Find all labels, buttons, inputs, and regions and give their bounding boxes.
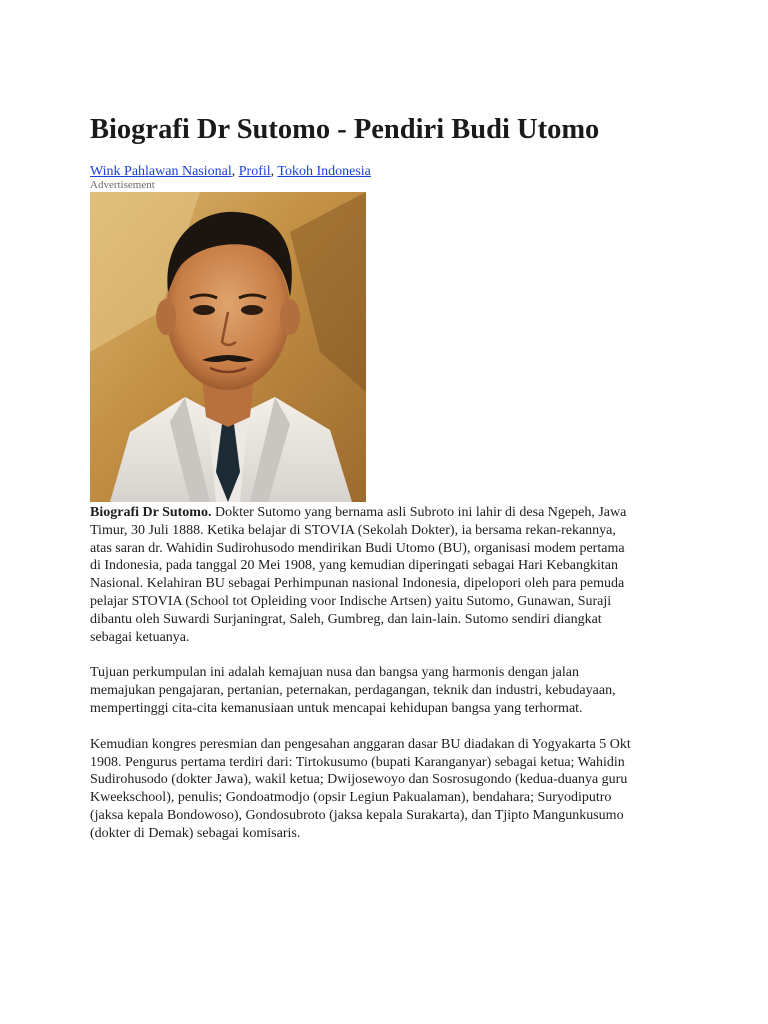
text-line: Timur, 30 Juli 1888. Ketika belajar di STOVIA (Sekolah Dokter), ia bersama rekan-rekannya,: [90, 522, 616, 538]
text-line: memajukan pengajaran, pertanian, peternakan, perdagangan, teknik dan industri, kebudayaan,: [90, 683, 616, 699]
page-title: Biografi Dr Sutomo - Pendiri Budi Utomo: [90, 114, 600, 145]
text-line: pelajar STOVIA (School tot Opleiding voor Indische Artsen) yaitu Sutomo, Gunawan, Suraji: [90, 593, 612, 609]
text-line: atas saran dr. Wahidin Sudirohusodo mendirikan Budi Utomo (BU), organisasi modem pertama: [90, 540, 625, 556]
text-line: Sudirohusodo (dokter Jawa), wakil ketua; Dwijosewoyo dan Sosrosugondo (kedua-duanya guru: [90, 772, 628, 788]
article: [90, 108, 680, 843]
paragraph-intro: [90, 504, 680, 646]
label-link-profil[interactable]: Profil: [238, 164, 271, 179]
text-line: dibantu oleh Suwardi Surjaningrat, Saleh, Gumbreg, dan lain-lain. Sutomo sendiri diangkat: [90, 611, 602, 627]
text-line: Tujuan perkumpulan ini adalah kemajuan nusa dan bangsa yang harmonis dengan jalan: [90, 665, 579, 681]
text-line: (jaksa kepala Bondowoso), Gondosubroto (jaksa kepala Surakarta), dan Tjipto Mangunkusumo: [90, 807, 624, 823]
text-line: Dokter Sutomo yang bernama asli Subroto ini lahir di desa Ngepeh, Jawa: [211, 505, 627, 520]
paragraph-goals: [90, 664, 680, 717]
advertisement-label: Advertisement: [90, 179, 155, 191]
text-line: Kweekschool), penulis; Gondoatmodjo (opsir Legiun Pakualaman), bendahara; Suryodiputro: [90, 790, 612, 806]
text-line: Nasional. Kelahiran BU sebagai Perhimpunan nasional Indonesia, dipelopori oleh para pemuda: [90, 576, 625, 592]
text-line: sebagai ketuanya.: [90, 629, 190, 645]
text-line: Kemudian kongres peresmian dan pengesahan anggaran dasar BU diadakan di Yogyakarta 5 Okt: [90, 736, 631, 752]
paragraph-congress: [90, 736, 680, 843]
label-separator: ,: [270, 164, 275, 179]
text-line: (dokter di Demak) sebagai komisaris.: [90, 825, 301, 841]
label-separator: ,: [231, 164, 236, 179]
text-line: 1908. Pengurus pertama terdiri dari: Tirtokusumo (bupati Karanganyar) sebagai ketua; Wahidin: [90, 754, 625, 770]
text-line: mempertinggi cita-cita kemanusiaan untuk mencapai kehidupan bangsa yang terhormat.: [90, 700, 583, 716]
text-line: di Indonesia, pada tanggal 20 Mei 1908, yang kemudian diperingati sebagai Hari Kebangkitan: [90, 558, 618, 574]
paragraph-lead: Biografi Dr Sutomo.: [90, 505, 212, 520]
portrait-image: [90, 192, 366, 502]
label-link-tokoh[interactable]: Tokoh Indonesia: [277, 164, 371, 179]
label-link-pahlawan[interactable]: Wink Pahlawan Nasional: [90, 164, 232, 179]
